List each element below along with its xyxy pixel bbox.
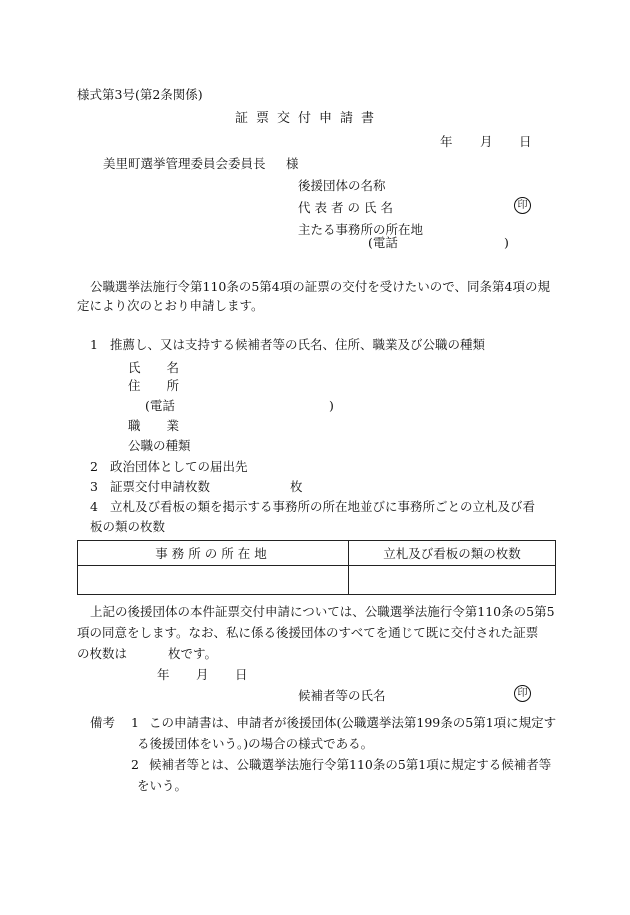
note-2-line-1: 候補者等とは、公職選挙法施行令第110条の5第1項に規定する候補者等 — [149, 757, 552, 772]
office-address-label: 主たる事務所の所在地 — [298, 222, 424, 237]
item-1-number: 1 — [90, 337, 98, 352]
representative-label: 代表者の氏名 — [298, 200, 398, 215]
date-day: 日 — [519, 134, 532, 149]
candidate-name-label: 氏名 — [128, 360, 206, 375]
applicant-phone-close: ) — [504, 235, 509, 250]
candidate-phone-close: ) — [329, 398, 334, 413]
note-1-line-1: この申請書は、申請者が後援団体(公職選挙法第199条の5第1項に規定す — [149, 715, 557, 730]
consent-line-3-after: 枚です。 — [168, 646, 218, 661]
representative-seal-icon: 印 — [514, 197, 531, 214]
candidate-phone-open: (電話 — [145, 398, 175, 413]
office-signs-table — [77, 540, 556, 595]
form-title: 証票交付申請書 — [235, 111, 383, 126]
item-4-number: 4 — [90, 499, 98, 514]
date-year: 年 — [440, 134, 453, 149]
notes-label: 備考 — [90, 715, 116, 730]
item-3-number: 3 — [90, 479, 98, 494]
item-2-number: 2 — [90, 459, 98, 474]
item-4-text-line-2: 板の類の枚数 — [90, 519, 166, 534]
note-1-line-2: る後援団体をいう。)の場合の様式である。 — [137, 736, 374, 751]
request-line-1: 公職選挙法施行令第110条の5第4項の証票の交付を受けたいので、同条第4項の規 — [90, 279, 550, 294]
item-3-text: 証票交付申請枚数 — [110, 479, 211, 494]
table-header-row — [78, 541, 556, 566]
candidate-name-signature-label: 候補者等の氏名 — [298, 688, 386, 703]
item-3-unit: 枚 — [290, 479, 303, 494]
note-2-number: 2 — [131, 757, 139, 772]
office-type-label: 公職の種類 — [128, 438, 191, 453]
date-month: 月 — [480, 134, 493, 149]
item-1-text: 推薦し、又は支持する候補者等の氏名、住所、職業及び公職の種類 — [110, 337, 486, 352]
item-2-text: 政治団体としての届出先 — [110, 459, 248, 474]
request-line-2: 定により次のとおり申請します。 — [77, 298, 264, 313]
candidate-seal-icon: 印 — [514, 685, 531, 702]
form-id: 様式第3号(第2条関係) — [77, 87, 203, 102]
consent-date-month: 月 — [196, 667, 209, 682]
header-office-address: 事務所の所在地 — [78, 541, 349, 566]
addressee-honorific: 様 — [286, 156, 299, 171]
group-name-label: 後援団体の名称 — [298, 178, 386, 193]
cell-office-address — [78, 566, 349, 595]
note-1-number: 1 — [131, 715, 139, 730]
addressee: 美里町選挙管理委員会委員長 — [103, 156, 266, 171]
consent-line-2: 項の同意をします。なお、私に係る後援団体のすべてを通じて既に交付された証票 — [77, 625, 539, 640]
consent-line-3-before: の枚数は — [77, 646, 128, 661]
item-4-text-line-1: 立札及び看板の類を掲示する事務所の所在地並びに事務所ごとの立札及び看 — [110, 499, 536, 514]
candidate-address-label: 住所 — [128, 378, 206, 393]
note-2-line-2: をいう。 — [137, 778, 188, 793]
consent-date-year: 年 — [157, 667, 170, 682]
consent-line-1: 上記の後援団体の本件証票交付申請については、公職選挙法施行令第110条の5第5 — [90, 604, 555, 619]
candidate-occupation-label: 職業 — [128, 418, 206, 433]
table-row — [78, 566, 556, 595]
applicant-phone-open: (電話 — [368, 235, 398, 250]
header-sign-count: 立札及び看板の類の枚数 — [349, 541, 556, 566]
cell-sign-count — [349, 566, 556, 595]
consent-date-day: 日 — [235, 667, 248, 682]
